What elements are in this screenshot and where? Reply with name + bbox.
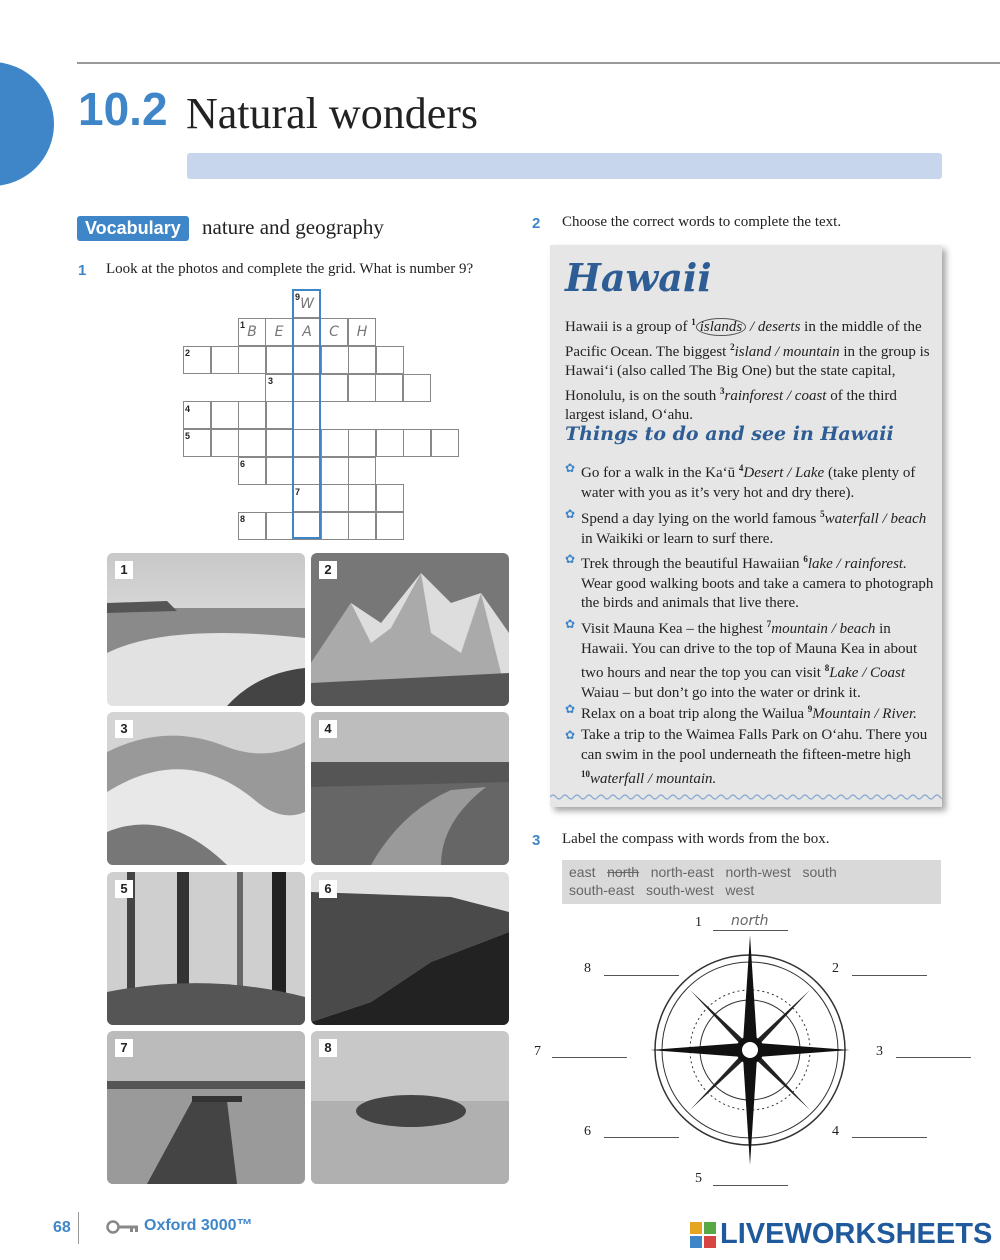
photo-coast (311, 872, 509, 1025)
grid-cell[interactable] (238, 429, 266, 457)
grid-cell[interactable] (348, 484, 376, 512)
list-item: ✿ Take a trip to the Waimea Falls Park on O‘ahu. There you can swim in the pool underneath the fifteen-metre high $^{10}$waterfall / mountain. (565, 727, 928, 787)
choice-2[interactable]: island / mountain (734, 343, 840, 360)
grid-cell[interactable] (348, 429, 376, 457)
oxford-3000-label: Oxford 3000™ (144, 1217, 253, 1234)
clue-number: 3 (268, 376, 274, 386)
exercise-2-number: 2 (532, 215, 541, 232)
grid-cell[interactable] (376, 346, 404, 374)
compass-label-number: 2 (832, 961, 839, 976)
flower-bullet-icon: ✿ (565, 702, 576, 716)
answer-line[interactable] (552, 1057, 627, 1058)
grid-cell[interactable] (321, 429, 349, 457)
choice-5[interactable]: waterfall / beach (824, 511, 927, 527)
key-icon (106, 1220, 140, 1234)
photo-number: 5 (115, 880, 133, 898)
photo-number: 8 (319, 1039, 337, 1057)
grid-cell[interactable] (376, 484, 404, 512)
exercise-1-instruction: Look at the photos and complete the grid. What is number 9? (106, 261, 474, 277)
clue-number: 7 (295, 487, 301, 497)
grid-cell[interactable] (238, 346, 266, 374)
grid-cell[interactable]: E (265, 318, 293, 346)
choice-8[interactable]: Lake / Coast (829, 665, 906, 681)
grid-cell[interactable] (293, 374, 321, 402)
list-item: ✿ Spend a day lying on the world famous $^5$waterfall / beach in Waikiki or learn to surf there. (565, 507, 927, 547)
footer-divider (78, 1212, 79, 1244)
compass-label-number: 7 (534, 1044, 541, 1059)
hawaii-title: Hawaii (565, 255, 712, 300)
grid-cell[interactable] (293, 429, 321, 457)
grid-cell[interactable] (321, 457, 349, 485)
grid-cell[interactable] (211, 346, 239, 374)
grid-cell[interactable] (266, 429, 294, 457)
list-item: ✿ Trek through the beautiful Hawaiian $^6$lake / rainforest. Wear good walking boots and take a camera to photograph the birds and animals that live there. (565, 552, 934, 611)
flower-bullet-icon: ✿ (565, 507, 576, 521)
photo-river (311, 712, 509, 865)
list-item: ✿ Relax on a boat trip along the Wailua $^9$Mountain / River. (565, 702, 917, 722)
grid-cell[interactable] (348, 457, 376, 485)
grid-cell[interactable] (348, 512, 376, 540)
word: north-east (650, 864, 714, 880)
choice-9[interactable]: Mountain / River. (812, 706, 917, 722)
grid-cell[interactable]: B (238, 318, 266, 346)
grid-cell[interactable]: H (348, 318, 376, 346)
compass-label-number: 4 (832, 1124, 839, 1139)
compass-label-number: 3 (876, 1044, 883, 1059)
grid-cell[interactable] (211, 401, 239, 429)
liveworksheets-logo: LIVEWORKSHEETS (720, 1218, 993, 1250)
word: south-east (569, 882, 635, 898)
word-used: north (607, 864, 640, 880)
page-title: Natural wonders (186, 89, 479, 138)
grid-cell[interactable] (266, 346, 294, 374)
exercise-3-instruction: Label the compass with words from the box. (562, 831, 830, 847)
grid-cell[interactable] (211, 429, 239, 457)
word: north-west (725, 864, 791, 880)
choice-6[interactable]: lake / rainforest. (807, 556, 907, 572)
grid-cell[interactable] (403, 374, 431, 402)
choice-7[interactable]: mountain / beach (771, 621, 876, 637)
choice-1-circled[interactable]: islands (696, 318, 747, 336)
answer-line[interactable] (713, 1185, 788, 1186)
photo-number: 3 (115, 720, 133, 738)
grid-cell[interactable] (376, 512, 404, 540)
list-item: ✿ Go for a walk in the Ka‘ū $^4$Desert / Lake (take plenty of water with you as it’s very hot and dry there). (565, 461, 916, 501)
title-bar (187, 153, 942, 179)
clue-number: 2 (185, 348, 191, 358)
photo-lake (107, 1031, 305, 1184)
grid-cell[interactable] (266, 457, 294, 485)
clue-number: 4 (185, 404, 191, 414)
choice-1b[interactable]: deserts (757, 319, 801, 335)
word: west (725, 882, 755, 898)
grid-cell[interactable] (321, 512, 349, 540)
photo-number: 2 (319, 561, 337, 579)
unit-number: 10.2 (78, 83, 168, 135)
word: south (802, 864, 837, 880)
photo-beach (107, 553, 305, 706)
grid-cell[interactable] (293, 512, 321, 540)
photo-number: 1 (115, 561, 133, 579)
flower-bullet-icon: ✿ (565, 461, 576, 475)
decorative-border (550, 792, 942, 802)
word-box (562, 860, 941, 904)
hawaii-intro: Hawaii is a group of $^1$ islands / deserts in the middle of the Pacific Ocean. The biggest $^2$island / mountain in the group is Hawai‘i (also called The Big One) but the state capital, Honolulu, is on the south $^3$rainforest / coast of the third largest island, O‘ahu. (565, 317, 930, 423)
top-divider (77, 62, 1000, 64)
flower-bullet-icon: ✿ (565, 617, 576, 631)
clue-number: 6 (240, 459, 246, 469)
page-number: 68 (53, 1219, 71, 1236)
grid-cell[interactable] (376, 429, 404, 457)
choice-10[interactable]: waterfall / mountain. (590, 771, 717, 787)
clue-number: 5 (185, 431, 191, 441)
photo-desert (107, 712, 305, 865)
answer-line[interactable] (896, 1057, 971, 1058)
grid-cell[interactable]: A (293, 318, 321, 346)
answer-line[interactable] (852, 1137, 927, 1138)
choice-4[interactable]: Desert / Lake (743, 465, 825, 481)
grid-cell[interactable] (293, 346, 321, 374)
grid-cell[interactable] (321, 484, 349, 512)
grid-cell[interactable] (266, 512, 294, 540)
flower-bullet-icon: ✿ (565, 552, 576, 566)
grid-cell[interactable] (403, 429, 431, 457)
compass-label-number: 1 (695, 915, 702, 930)
vocabulary-topic: nature and geography (202, 215, 384, 239)
compass-label-number: 5 (695, 1171, 702, 1186)
grid-cell[interactable] (375, 374, 403, 402)
choice-3[interactable]: rainforest / coast (724, 387, 827, 404)
grid-cell[interactable]: W (293, 290, 321, 318)
flower-bullet-icon: ✿ (565, 728, 576, 742)
grid-cell[interactable] (320, 374, 348, 402)
photo-number: 4 (319, 720, 337, 738)
photo-rainforest (107, 872, 305, 1025)
answer-line[interactable] (604, 1137, 679, 1138)
exercise-3-number: 3 (532, 832, 541, 849)
grid-cell[interactable] (431, 429, 459, 457)
photo-number: 7 (115, 1039, 133, 1057)
word: east (569, 864, 596, 880)
list-item: ✿ Visit Mauna Kea – the highest $^7$mountain / beach in Hawaii. You can drive to the top of Mauna Kea in about two hours and near the top you can visit $^8$Lake / Coast Waiau – but don’t go into the water or drink it. (565, 617, 918, 701)
answer-line (713, 930, 788, 931)
compass-label-number: 6 (584, 1124, 591, 1139)
things-to-do-heading: Things to do and see in Hawaii (565, 423, 894, 445)
compass-label-number: 8 (584, 961, 591, 976)
clue-number: 8 (240, 514, 246, 524)
liveworksheets-logo-icon (690, 1222, 716, 1248)
vocabulary-badge: Vocabulary (77, 216, 189, 241)
grid-cell[interactable] (348, 374, 376, 402)
grid-cell[interactable] (293, 457, 321, 485)
grid-cell[interactable] (321, 346, 349, 374)
unit-decoration-circle (0, 62, 54, 186)
clue-number: 9 (295, 292, 301, 302)
grid-cell[interactable]: C (320, 318, 348, 346)
exercise-2-instruction: Choose the correct words to complete the text. (562, 214, 842, 230)
grid-cell[interactable] (238, 401, 266, 429)
answer-line[interactable] (852, 975, 927, 976)
word: south-west (646, 882, 714, 898)
grid-cell[interactable] (348, 346, 376, 374)
photo-number: 6 (319, 880, 337, 898)
clue-number: 1 (240, 320, 246, 330)
photo-island (311, 1031, 509, 1184)
answer-north[interactable]: north (731, 913, 769, 929)
exercise-1-number: 1 (78, 262, 87, 279)
photo-mountains (311, 553, 509, 706)
grid-cell[interactable] (266, 401, 294, 429)
answer-line[interactable] (604, 975, 679, 976)
